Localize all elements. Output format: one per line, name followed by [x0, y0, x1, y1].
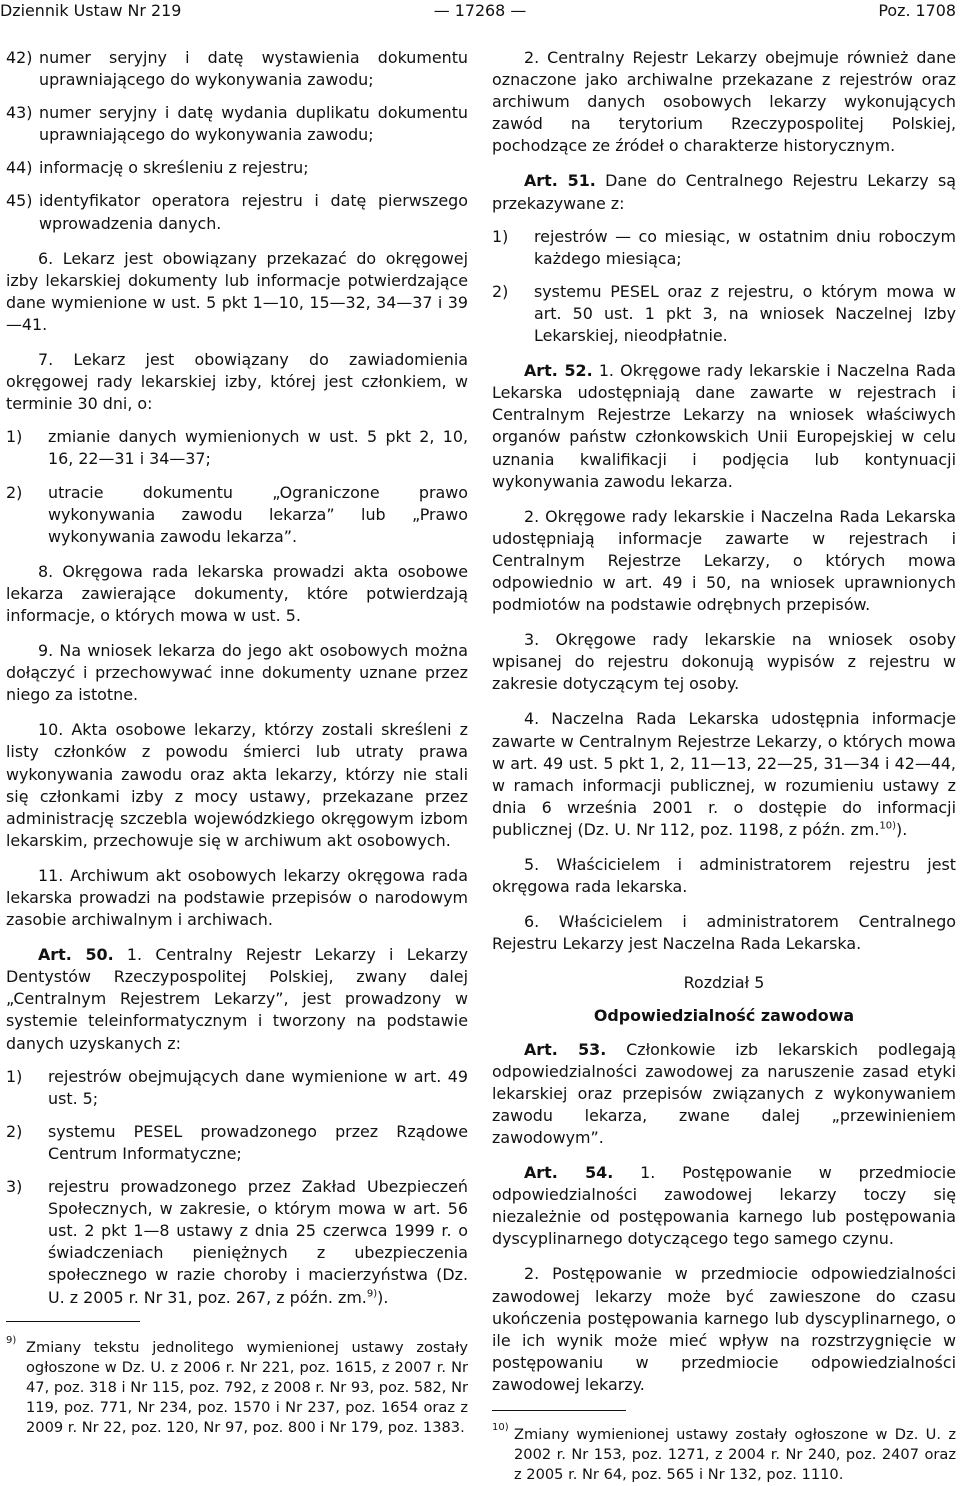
- footnote-separator: [6, 1321, 140, 1322]
- article-50-item-1: [6, 1066, 468, 1110]
- left-column: [6, 47, 468, 1439]
- paragraph-7-item-1: [6, 426, 468, 470]
- article-52-paragraph-2: 2. Okręgowe rady lekarskie i Naczelna Rada Lekarska udostępniają informacje zawarte w rejestrach i Centralnym Rejestrze Lekarzy, o których mowa odpowiednio w art. 49 i 50, na wniosek uprawnionych podmiotów na podstawie odrębnych przepisów.: [492, 506, 956, 615]
- paragraph-7-item-2: [6, 482, 468, 548]
- paragraph-11: 11. Archiwum akt osobowych lekarzy okręgowa rada lekarska prowadzi na podstawie przepisów o narodowym zasobie archiwalnym i archiwach.: [6, 865, 468, 930]
- paragraph-8: 8. Okręgowa rada lekarska prowadzi akta osobowe lekarza zawierające dokumenty, które potwierdzają informacje, o których mowa w ust. 5.: [6, 561, 468, 625]
- item-text: utracie dokumentu „Ograniczone prawo wykonywania zawodu lekarza” lub „Prawo wykonywania zawodu lekarza”.: [48, 482, 468, 546]
- paragraph-text: 4. Naczelna Rada Lekarska udostępnia informacje zawarte w Centralnym Rejestrze Lekarzy, o których mowa w art. 49 ust. 5 pkt 1, 2, 11—13, 22—25, 31—34 i 42—44, w ramach informacji publicznej, w rozumieniu ustawy z dnia 6 września 2001 r. o dostępie do informacji publicznej (Dz. U. Nr 112, poz. 1198, z późn. zm.: [492, 709, 956, 839]
- article-heading: Art. 52.: [524, 361, 593, 381]
- article-text: Dane do Centralnego Rejestru Lekarzy są przekazywane z:: [492, 171, 957, 213]
- item-text: systemu PESEL oraz z rejestru, o którym mowa w art. 50 ust. 1 pkt 3, na wniosek Naczelnej Izby Lekarskiej, nieodpłatnie.: [534, 281, 956, 346]
- article-52: [492, 360, 956, 493]
- article-50-item-2: [6, 1121, 468, 1165]
- item-number: 1): [6, 427, 23, 447]
- article-text: 1. Centralny Rejestr Lekarzy i Lekarzy Dentystów Rzeczypospolitej Polskiej, zwany dalej „Centralnym Rejestrem Lekarzy”, jest prowadzony w systemie teleinformatycznym i tworzony na podstawie danych uzyskanych z:: [6, 945, 468, 1053]
- article-52-paragraph-4: [492, 708, 956, 841]
- article-heading: Art. 53.: [524, 1039, 607, 1059]
- article-51-item-1: [492, 226, 956, 270]
- article-text: Członkowie izb lekarskich podlegają odpowiedzialności zawodowej za naruszenie zasad etyki lekarskiej oraz przepisów związanych z wykonywaniem zawodu lekarza, zwane dalej „przewinieniem zawodowym”.: [492, 1039, 956, 1147]
- paragraph-9: 9. Na wniosek lekarza do jego akt osobowych można dołączyć i przechowywać inne dokumenty uznane przez niego za istotne.: [6, 641, 468, 705]
- item-number: 43): [6, 103, 33, 123]
- list-item-42: [6, 47, 468, 91]
- footnote-number: 10): [492, 1421, 509, 1433]
- page-number: — 17268 —: [433, 1, 527, 20]
- item-number: 3): [6, 1177, 23, 1197]
- item-text: informację o skreśleniu z rejestru;: [39, 158, 309, 178]
- footnote-text: Zmiany wymienionej ustawy zostały ogłoszone w Dz. U. z 2002 r. Nr 153, poz. 1271, z 2004 r. Nr 240, poz. 2407 oraz z 2005 r. Nr 64, poz. 565 i Nr 132, poz. 1110.: [514, 1425, 956, 1484]
- item-text: systemu PESEL prowadzonego przez Rządowe Centrum Informatyczne;: [48, 1121, 468, 1163]
- article-53: [492, 1039, 956, 1149]
- article-52-paragraph-6: 6. Właścicielem i administratorem Centralnego Rejestru Lekarzy jest Naczelna Rada Lekarska.: [492, 912, 956, 954]
- footnote-reference[interactable]: 10): [879, 820, 897, 832]
- footnote-number: 9): [6, 1334, 17, 1346]
- article-heading: Art. 54.: [524, 1163, 614, 1183]
- item-text: rejestrów obejmujących dane wymienione w art. 49 ust. 5;: [48, 1066, 468, 1108]
- chapter-title: Odpowiedzialność zawodowa: [593, 1006, 855, 1026]
- item-number: 42): [6, 48, 33, 67]
- paragraph-6: 6. Lekarz jest obowiązany przekazać do okręgowej izby lekarskiej dokumenty lub informacje potwierdzające dane wymienione w ust. 5 pkt 1—10, 15—32, 34—37 i 39—41.: [6, 248, 468, 334]
- item-text: numer seryjny i datę wydania duplikatu dokumentu uprawniającego do wykonywania zawodu;: [39, 103, 468, 145]
- article-heading: Art. 50.: [38, 945, 114, 965]
- item-number: 2): [492, 281, 509, 301]
- footnote-reference[interactable]: 9): [366, 1288, 378, 1300]
- article-51: [492, 170, 956, 214]
- item-number: 2): [6, 482, 23, 502]
- article-52-paragraph-5: 5. Właścicielem i administratorem rejestru jest okręgowa rada lekarska.: [492, 855, 956, 897]
- item-number: 44): [6, 158, 33, 178]
- item-text: rejestru prowadzonego przez Zakład Ubezpieczeń Społecznych, w zakresie, o którym mowa w art. 56 ust. 2 pkt 1—8 ustawy z dnia 25 czerwca 1999 r. o świadczeniach pieniężnych z ubezpieczenia społecznego w razie choroby i macierzyństwa (Dz. U. z 2005 r. Nr 31, poz. 267, z późn. zm.: [48, 1177, 468, 1307]
- footnote-10: [492, 1421, 956, 1486]
- paragraph-7: 7. Lekarz jest obowiązany do zawiadomienia okręgowej rady lekarskiej izby, której jest członkiem, w terminie 30 dni, o:: [6, 350, 468, 414]
- chapter-number: Rozdział 5: [683, 973, 765, 993]
- article-51-item-2: [492, 281, 956, 347]
- item-text: numer seryjny i datę wystawienia dokumentu uprawniającego do wykonywania zawodu;: [39, 48, 468, 90]
- item-number: 1): [6, 1066, 23, 1086]
- paragraph-2: 2. Centralny Rejestr Lekarzy obejmuje również dane oznaczone jako archiwalne przekazane z rejestrów oraz archiwum danych osobowych lekarzy wykonujących zawód na terytorium Rzeczypospolitej Polskiej, pochodzące ze źródeł o charakterze historycznym.: [492, 48, 956, 156]
- article-text: 1. Okręgowe rady lekarskie i Naczelna Rada Lekarska udostępniają dane zawarte w rejestrach i Centralnym Rejestrze Lekarzy na wniosek właściwych organów państw członkowskich Unii Europejskiej w celu uznania kwalifikacji i podjęcia lub kontynuacji wykonywania zawodu lekarza.: [492, 361, 957, 491]
- journal-title: Dziennik Ustaw Nr 219: [0, 1, 182, 20]
- article-heading: Art. 51.: [524, 171, 596, 191]
- article-50: [6, 944, 468, 1054]
- article-54-paragraph-2: 2. Postępowanie w przedmiocie odpowiedzialności zawodowej lekarzy może być zawieszone do czasu ukończenia postępowania karnego lub dyscyplinarnego, o ile ich wynik może mieć wpływ na rozstrzygnięcie w postępowaniu w przedmiocie odpowiedzialności zawodowej lekarzy.: [492, 1264, 956, 1394]
- item-text: zmianie danych wymienionych w ust. 5 pkt 2, 10, 16, 22—31 i 34—37;: [48, 427, 468, 469]
- article-52-paragraph-3: 3. Okręgowe rady lekarskie na wniosek osoby wpisanej do rejestru dokonują wypisów z rejestru w zakresie dotyczącym tej osoby.: [492, 630, 956, 694]
- page-header: [0, 0, 960, 22]
- paragraph-text-tail: ).: [896, 819, 908, 839]
- list-item-45: [6, 190, 468, 234]
- article-text: 1. Postępowanie w przedmiocie odpowiedzialności zawodowej lekarzy toczy się niezależnie od postępowania karnego lub postępowania dyscyplinarnego dotyczącego tego samego czynu.: [492, 1163, 956, 1249]
- item-text: rejestrów — co miesiąc, w ostatnim dniu roboczym każdego miesiąca;: [534, 226, 956, 268]
- article-50-item-3: [6, 1176, 468, 1309]
- right-column: [492, 47, 956, 1486]
- item-number: 45): [6, 191, 33, 211]
- item-text-tail: ).: [377, 1287, 389, 1307]
- footnote-separator: [492, 1410, 626, 1411]
- list-item-43: [6, 102, 468, 146]
- footnote-text: Zmiany tekstu jednolitego wymienionej ustawy zostały ogłoszone w Dz. U. z 2006 r. Nr 221, poz. 1615, z 2007 r. Nr 47, poz. 318 i Nr 115, poz. 792, z 2008 r. Nr 93, poz. 582, Nr 119, poz. 771, Nr 234, poz. 1570 i Nr 237, poz. 1654 oraz z 2009 r. Nr 22, poz. 120, Nr 97, poz. 800 i Nr 179, poz. 1383.: [26, 1338, 468, 1437]
- article-54: [492, 1162, 956, 1250]
- paragraph-10: 10. Akta osobowe lekarzy, którzy zostali skreśleni z listy członków z powodu śmierci lub utraty prawa wykonywania zawodu oraz akta lekarzy, którzy nie stali się członkami izby z mocy ustawy, przekazane przez administrację szczebla wojewódzkiego okręgowym izbom lekarskim, przechowuje się w archiwum akt osobowych.: [6, 720, 468, 850]
- position-number: Poz. 1708: [878, 1, 956, 20]
- item-number: 2): [6, 1121, 23, 1141]
- footnote-9: [6, 1334, 468, 1439]
- item-text: identyfikator operatora rejestru i datę pierwszego wprowadzenia danych.: [39, 191, 468, 233]
- item-number: 1): [492, 226, 509, 246]
- list-item-44: [6, 157, 468, 179]
